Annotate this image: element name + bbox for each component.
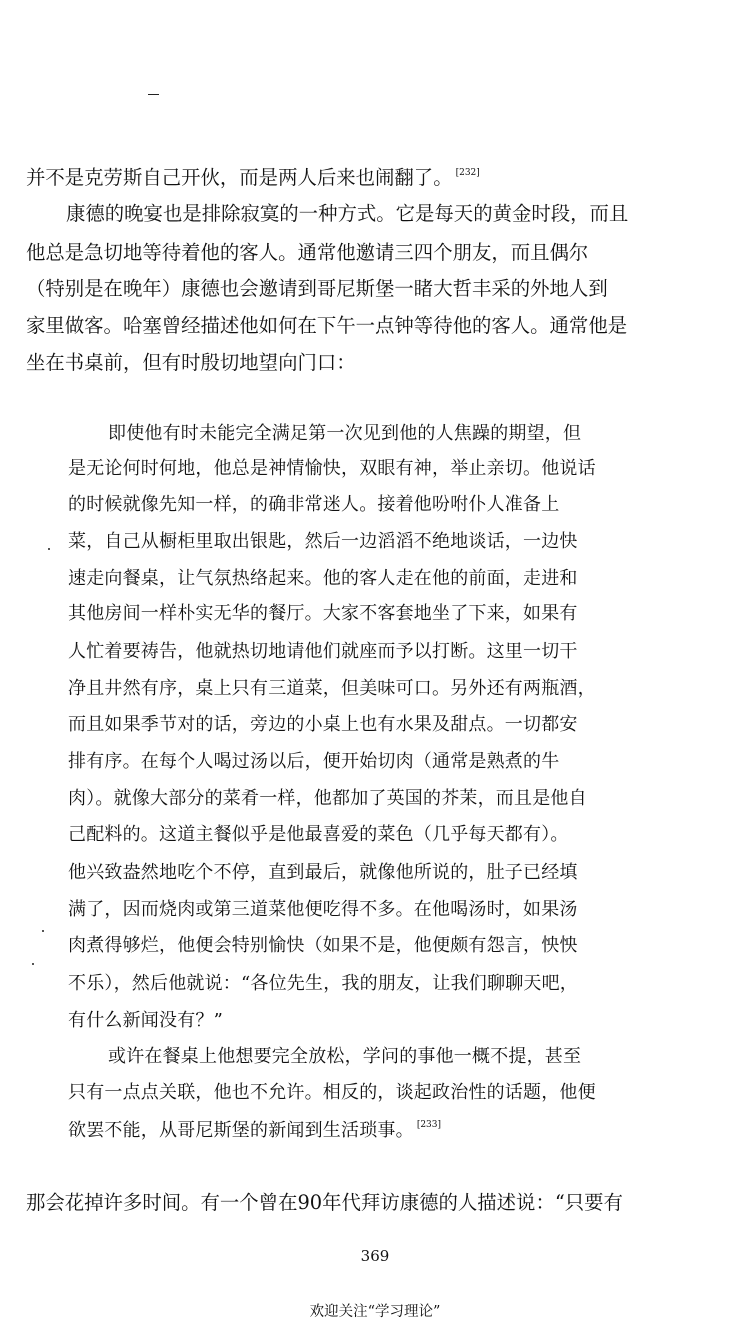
scan-speck — [42, 930, 44, 932]
body-line: 他总是急切地等待着他的客人。通常他邀请三四个朋友，而且偶尔 — [26, 241, 589, 264]
scan-speck — [32, 963, 34, 965]
stray-mark — [148, 94, 159, 95]
quote-line: 菜，自己从橱柜里取出银匙，然后一边滔滔不绝地谈话，一边快 — [68, 531, 578, 552]
quote-line: 只有一点点关联，他也不允许。相反的，谈起政治性的话题，他便 — [68, 1082, 596, 1103]
footnote-ref: [233] — [416, 1120, 442, 1130]
quote-line: 满了，因而烧肉或第三道菜他便吃得不多。在他喝汤时，如果汤 — [68, 899, 578, 920]
footer-note: 欢迎关注“学习理论” — [309, 1304, 441, 1320]
quote-line: 的时候就像先知一样，的确非常迷人。接着他吩咐仆人准备上 — [68, 494, 560, 515]
quote-line: 己配料的。这道主餐似乎是他最喜爱的菜色（几乎每天都有）。 — [68, 824, 569, 845]
page-number: 369 — [360, 1247, 390, 1265]
quote-line: 是无论何时何地，他总是神情愉快，双眼有神，举止亲切。他说话 — [68, 458, 596, 479]
quote-line: 即使他有时未能完全满足第一次见到他的人焦躁的期望，但 — [108, 423, 582, 444]
body-line: （特别是在晚年）康德也会邀请到哥尼斯堡一睹大哲丰采的外地人到 — [26, 277, 608, 300]
quote-line: 人忙着要祷告，他就热切地请他们就座而予以打断。这里一切干 — [68, 641, 578, 662]
quote-line: 肉）。就像大部分的菜肴一样，他都加了英国的芥茉，而且是他自 — [68, 788, 587, 809]
quote-line: 不乐），然后他就说：“各位先生，我的朋友，让我们聊聊天吧， — [68, 973, 578, 994]
quote-line: 他兴致盎然地吃个不停，直到最后，就像他所说的，肚子已经填 — [68, 862, 578, 883]
quote-line: 有什么新闻没有？” — [68, 1010, 224, 1031]
quote-line: 或许在餐桌上他想要完全放松，学问的事他一概不提，甚至 — [108, 1046, 582, 1067]
body-line: 并不是克劳斯自己开伙，而是两人后来也闹翻了。 [232] — [26, 166, 480, 189]
quote-line: 净且井然有序，桌上只有三道菜，但美味可口。另外还有两瓶酒， — [68, 678, 596, 699]
quote-line: 欲罢不能，从哥尼斯堡的新闻到生活琐事。 [233] — [68, 1120, 442, 1141]
body-line: 坐在书桌前，但有时殷切地望向门口： — [26, 351, 356, 374]
quote-line: 肉煮得够烂，他便会特别愉快（如果不是，他便颇有怨言，怏怏 — [68, 935, 578, 956]
quote-line: 其他房间一样朴实无华的餐厅。大家不客套地坐了下来，如果有 — [68, 603, 578, 624]
footnote-ref: [232] — [455, 168, 480, 178]
quote-line: 排有序。在每个人喝过汤以后，便开始切肉（通常是熟煮的牛 — [68, 751, 560, 772]
quote-line: 而且如果季节对的话，旁边的小桌上也有水果及甜点。一切都安 — [68, 714, 578, 735]
body-line: 那会花掉许多时间。有一个曾在90年代拜访康德的人描述说：“只要有 — [26, 1191, 623, 1214]
body-line: 康德的晚宴也是排除寂寞的一种方式。它是每天的黄金时段，而且 — [66, 202, 629, 225]
quote-line: 速走向餐桌，让气氛热络起来。他的客人走在他的前面，走进和 — [68, 568, 578, 589]
body-line: 家里做客。哈塞曾经描述他如何在下午一点钟等待他的客人。通常他是 — [26, 314, 628, 337]
scan-speck — [48, 548, 50, 550]
